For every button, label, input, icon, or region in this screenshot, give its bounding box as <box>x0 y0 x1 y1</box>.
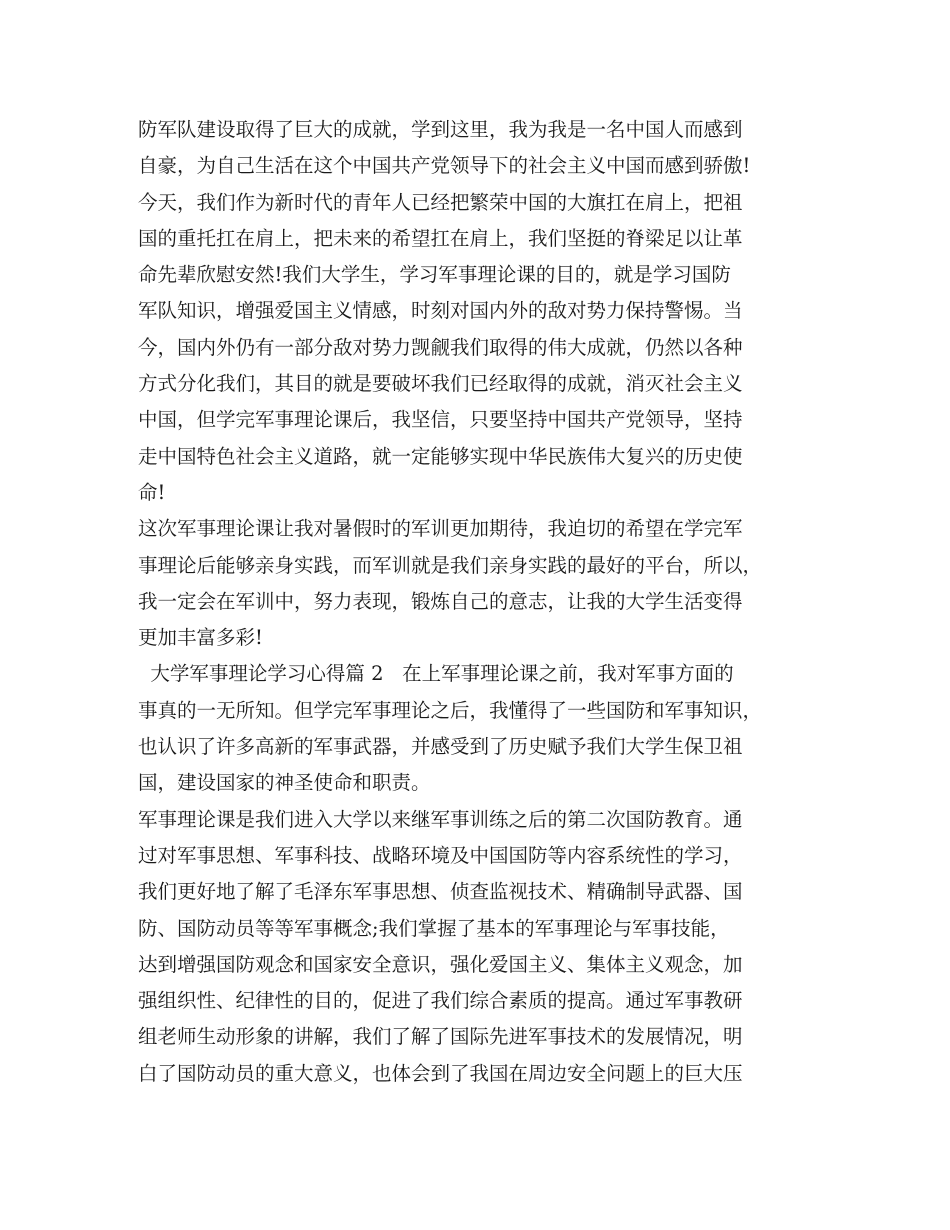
body-text <box>138 112 838 1092</box>
text-line: 事真的一无所知。但学完军事理论之后，我懂得了一些国防和军事知识， <box>138 698 763 722</box>
text-line: 中国，但学完军事理论课后，我坚信，只要坚持中国共产党领导，坚持 <box>138 408 743 432</box>
text-line: 今，国内外仍有一部分敌对势力觊觎我们取得的伟大成就，仍然以各种 <box>138 335 743 359</box>
text-line: 军队知识，增强爱国主义情感，时刻对国内外的敌对势力保持警惕。当 <box>138 299 743 323</box>
text-line: 也认识了许多高新的军事武器，并感受到了历史赋予我们大学生保卫祖 <box>138 735 743 759</box>
text-line: 白了国防动员的重大意义，也体会到了我国在周边安全问题上的巨大压 <box>138 1061 743 1085</box>
text-line: 国，建设国家的神圣使命和职责。 <box>138 771 431 795</box>
text-line: 事理论后能够亲身实践，而军训就是我们亲身实践的最好的平台，所以， <box>138 553 763 577</box>
text-line: 命! <box>138 480 166 504</box>
text-line: 更加丰富多彩! <box>138 626 263 650</box>
text-line: 今天，我们作为新时代的青年人已经把繁荣中国的大旗扛在肩上，把祖 <box>138 190 743 214</box>
text-line: 国的重托扛在肩上，把未来的希望扛在肩上，我们坚挺的脊梁足以让革 <box>138 226 743 250</box>
text-line: 防军队建设取得了巨大的成就，学到这里，我为我是一名中国人而感到 <box>138 118 743 141</box>
text-line: 方式分化我们，其目的就是要破坏我们已经取得的成就，消灭社会主义 <box>138 372 743 396</box>
text-line: 这次军事理论课让我对暑假时的军训更加期待，我迫切的希望在学完军 <box>138 517 743 541</box>
text-line: 强组织性、纪律性的目的，促进了我们综合素质的提高。通过军事教研 <box>138 989 743 1013</box>
text-line: 我一定会在军训中，努力表现，锻炼自己的意志，让我的大学生活变得 <box>138 589 743 613</box>
text-line: 过对军事思想、军事科技、战略环境及中国国防等内容系统性的学习， <box>138 843 743 867</box>
text-line: 我们更好地了解了毛泽东军事思想、侦查监视技术、精确制导武器、国 <box>138 880 743 904</box>
text-line: 防、国防动员等等军事概念;我们掌握了基本的军事理论与军事技能， <box>138 916 730 940</box>
text-line: 自豪，为自己生活在这个中国共产党领导下的社会主义中国而感到骄傲! <box>138 154 751 178</box>
text-line: 走中国特色社会主义道路，就一定能够实现中华民族伟大复兴的历史使 <box>138 444 743 468</box>
text-line: 组老师生动形象的讲解，我们了解了国际先进军事技术的发展情况，明 <box>138 1025 743 1049</box>
text-line: 命先辈欣慰安然!我们大学生，学习军事理论课的目的，就是学习国防 <box>138 263 731 287</box>
text-line: 军事理论课是我们进入大学以来继军事训练之后的第二次国防教育。通 <box>138 807 743 831</box>
section-heading-line: 大学军事理论学习心得篇 2 在上军事理论课之前，我对军事方面的 <box>138 662 734 686</box>
text-line: 达到增强国防观念和国家安全意识，强化爱国主义、集体主义观念，加 <box>138 952 743 976</box>
